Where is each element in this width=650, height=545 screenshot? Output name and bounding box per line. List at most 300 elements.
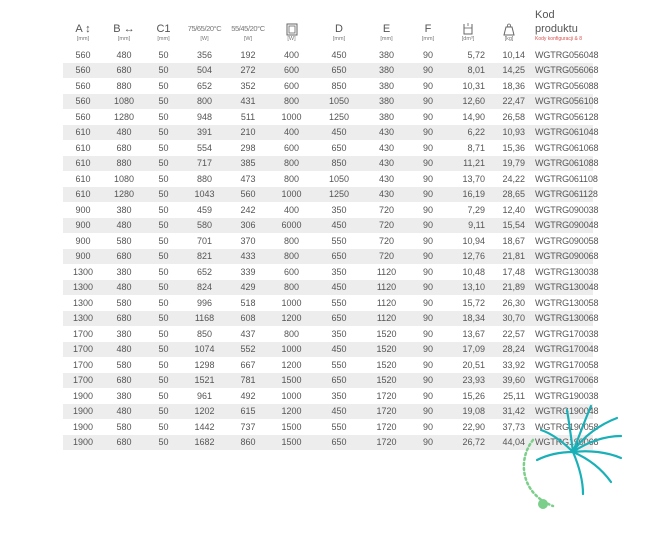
cell-weight-kg: 31,42 bbox=[489, 404, 529, 420]
cell-f-mm: 90 bbox=[422, 173, 433, 184]
cell-product-code: WGTRG130068 bbox=[529, 311, 593, 327]
cell-weight-kg: 30,70 bbox=[489, 311, 529, 327]
cell-a-mm: 610 bbox=[63, 156, 103, 172]
cell-power-75: 821 bbox=[182, 249, 227, 265]
cell-power-75: 948 bbox=[196, 111, 213, 122]
cell-e-mm: 1720 bbox=[364, 435, 409, 451]
cell-volume-dm3: 7,29 bbox=[467, 204, 485, 215]
cell-e-mm: 1520 bbox=[364, 342, 409, 358]
cell-c1-mm: 50 bbox=[158, 142, 169, 153]
cell-weight-kg: 10,93 bbox=[489, 125, 529, 141]
cell-electric-power: 1000 bbox=[269, 342, 314, 358]
cell-power-55: 242 bbox=[240, 204, 256, 215]
cell-d-mm: 650 bbox=[314, 63, 364, 79]
cell-d-mm: 350 bbox=[331, 266, 347, 277]
cell-power-55: 431 bbox=[227, 94, 269, 110]
cell-d-mm: 350 bbox=[331, 328, 347, 339]
col-header-electric: [W] bbox=[269, 8, 314, 47]
cell-electric-power: 400 bbox=[283, 204, 300, 215]
col-header-power-55: 55/45/20°C [W] bbox=[231, 24, 265, 42]
cell-weight-kg: 21,89 bbox=[489, 280, 529, 296]
cell-electric-power: 800 bbox=[283, 235, 300, 246]
cell-e-mm: 1520 bbox=[364, 373, 409, 389]
cell-product-code: WGTRG061128 bbox=[529, 187, 593, 203]
cell-d-mm: 650 bbox=[314, 311, 364, 327]
cell-c1-mm: 50 bbox=[145, 156, 182, 172]
cell-b-mm: 880 bbox=[103, 156, 145, 172]
cell-power-55: 192 bbox=[240, 49, 256, 60]
cell-e-mm: 430 bbox=[364, 156, 409, 172]
cell-product-code: WGTRG090038 bbox=[535, 204, 599, 215]
cell-electric-power: 800 bbox=[269, 156, 314, 172]
cell-volume-dm3: 19,08 bbox=[447, 404, 489, 420]
cell-c1-mm: 50 bbox=[158, 80, 169, 91]
cell-a-mm: 1300 bbox=[63, 280, 103, 296]
cell-e-mm: 1720 bbox=[376, 390, 397, 401]
table-row bbox=[63, 171, 593, 187]
cell-product-code: WGTRG056128 bbox=[535, 111, 599, 122]
cell-e-mm: 720 bbox=[378, 235, 395, 246]
cell-f-mm: 90 bbox=[409, 218, 447, 234]
cell-weight-kg: 10,14 bbox=[502, 49, 525, 60]
col-header-e: E [mm] bbox=[380, 23, 393, 42]
cell-product-code: WGTRG190038 bbox=[535, 390, 599, 401]
cell-f-mm: 90 bbox=[422, 266, 433, 277]
cell-product-code: WGTRG190048 bbox=[529, 404, 593, 420]
cell-c1-mm: 50 bbox=[158, 173, 169, 184]
cell-volume-dm3: 18,34 bbox=[447, 311, 489, 327]
cell-product-code: WGTRG190068 bbox=[529, 435, 593, 451]
cell-volume-dm3: 10,31 bbox=[462, 80, 485, 91]
cell-power-55: 667 bbox=[240, 359, 256, 370]
cell-weight-kg: 17,48 bbox=[502, 266, 525, 277]
cell-power-55: 737 bbox=[240, 421, 256, 432]
cell-electric-power: 800 bbox=[269, 249, 314, 265]
cell-power-55: 560 bbox=[227, 187, 269, 203]
cell-a-mm: 610 bbox=[75, 142, 91, 153]
cell-d-mm: 1050 bbox=[328, 173, 350, 184]
cell-c1-mm: 50 bbox=[158, 390, 169, 401]
cell-electric-power: 1200 bbox=[281, 359, 302, 370]
cell-f-mm: 90 bbox=[409, 63, 447, 79]
cell-d-mm: 850 bbox=[314, 156, 364, 172]
cell-weight-kg: 37,73 bbox=[502, 421, 525, 432]
cell-d-mm: 550 bbox=[331, 421, 347, 432]
cell-d-mm: 550 bbox=[331, 235, 347, 246]
cell-product-code: WGTRG061068 bbox=[535, 142, 599, 153]
cell-f-mm: 90 bbox=[422, 80, 433, 91]
cell-f-mm: 90 bbox=[422, 142, 433, 153]
cell-e-mm: 1120 bbox=[376, 297, 397, 308]
cell-f-mm: 90 bbox=[409, 187, 447, 203]
cell-volume-dm3: 12,60 bbox=[447, 94, 489, 110]
cell-e-mm: 1120 bbox=[364, 280, 409, 296]
cell-e-mm: 1520 bbox=[376, 359, 397, 370]
table-row bbox=[63, 233, 593, 249]
cell-f-mm: 90 bbox=[409, 125, 447, 141]
cell-d-mm: 550 bbox=[331, 359, 347, 370]
cell-e-mm: 430 bbox=[364, 187, 409, 203]
cell-b-mm: 380 bbox=[116, 390, 132, 401]
cell-e-mm: 1120 bbox=[376, 266, 397, 277]
cell-d-mm: 450 bbox=[314, 280, 364, 296]
cell-power-75: 580 bbox=[182, 218, 227, 234]
fan-swirl-logo-icon bbox=[513, 396, 623, 516]
cell-b-mm: 380 bbox=[116, 266, 132, 277]
cell-electric-power: 6000 bbox=[269, 218, 314, 234]
cell-power-55: 473 bbox=[240, 173, 256, 184]
cell-b-mm: 680 bbox=[103, 435, 145, 451]
cell-weight-kg: 44,04 bbox=[489, 435, 529, 451]
cell-b-mm: 680 bbox=[116, 142, 132, 153]
cell-power-55: 860 bbox=[227, 435, 269, 451]
cell-e-mm: 380 bbox=[364, 94, 409, 110]
cell-f-mm: 90 bbox=[409, 404, 447, 420]
cell-volume-dm3: 14,90 bbox=[462, 111, 485, 122]
cell-weight-kg: 28,24 bbox=[489, 342, 529, 358]
cell-power-55: 492 bbox=[240, 390, 256, 401]
cell-e-mm: 720 bbox=[364, 218, 409, 234]
cell-power-75: 459 bbox=[196, 204, 213, 215]
cell-volume-dm3: 13,10 bbox=[447, 280, 489, 296]
cell-a-mm: 1700 bbox=[63, 373, 103, 389]
cell-power-55: 385 bbox=[227, 156, 269, 172]
cell-b-mm: 480 bbox=[103, 280, 145, 296]
cell-product-code: WGTRG090058 bbox=[535, 235, 599, 246]
cell-weight-kg: 14,25 bbox=[489, 63, 529, 79]
cell-electric-power: 600 bbox=[283, 266, 300, 277]
cell-a-mm: 610 bbox=[63, 187, 103, 203]
table-row bbox=[63, 47, 593, 63]
cell-a-mm: 610 bbox=[63, 125, 103, 141]
cell-c1-mm: 50 bbox=[158, 235, 169, 246]
cell-power-75: 1074 bbox=[182, 342, 227, 358]
cell-e-mm: 430 bbox=[364, 125, 409, 141]
cell-volume-dm3: 12,76 bbox=[447, 249, 489, 265]
cell-power-75: 824 bbox=[182, 280, 227, 296]
cell-weight-kg: 21,81 bbox=[489, 249, 529, 265]
cell-e-mm: 1520 bbox=[376, 328, 397, 339]
cell-d-mm: 1250 bbox=[328, 111, 350, 122]
cell-power-55: 272 bbox=[227, 63, 269, 79]
cell-c1-mm: 50 bbox=[145, 404, 182, 420]
table-row bbox=[63, 156, 593, 172]
col-header-d: D [mm] bbox=[332, 23, 346, 42]
cell-power-75: 701 bbox=[196, 235, 213, 246]
cell-d-mm: 1050 bbox=[314, 94, 364, 110]
cell-power-75: 504 bbox=[182, 63, 227, 79]
cell-power-75: 1043 bbox=[182, 187, 227, 203]
table-row bbox=[63, 78, 593, 94]
cell-e-mm: 380 bbox=[378, 111, 395, 122]
col-header-c1: C1 [mm] bbox=[156, 23, 171, 42]
cell-weight-kg: 15,36 bbox=[502, 142, 525, 153]
col-header-a: A ↕ [mm] bbox=[75, 23, 91, 42]
cell-product-code: WGTRG061108 bbox=[535, 173, 598, 184]
cell-electric-power: 1000 bbox=[281, 111, 302, 122]
cell-electric-power: 1000 bbox=[281, 297, 302, 308]
cell-c1-mm: 50 bbox=[158, 204, 169, 215]
cell-power-55: 298 bbox=[240, 142, 256, 153]
table-row bbox=[63, 264, 593, 280]
cell-f-mm: 90 bbox=[409, 311, 447, 327]
table-row bbox=[63, 109, 593, 125]
cell-volume-dm3: 9,11 bbox=[447, 218, 489, 234]
cell-electric-power: 1500 bbox=[269, 373, 314, 389]
cell-c1-mm: 50 bbox=[145, 63, 182, 79]
cell-power-75: 1202 bbox=[182, 404, 227, 420]
table-row bbox=[63, 63, 593, 79]
cell-b-mm: 1280 bbox=[103, 187, 145, 203]
water-volume-icon bbox=[462, 23, 474, 36]
cell-power-55: 306 bbox=[227, 218, 269, 234]
cell-power-55: 781 bbox=[227, 373, 269, 389]
cell-product-code: WGTRG056068 bbox=[529, 63, 593, 79]
cell-power-55: 615 bbox=[227, 404, 269, 420]
cell-b-mm: 380 bbox=[116, 204, 132, 215]
cell-c1-mm: 50 bbox=[158, 49, 169, 60]
cell-a-mm: 900 bbox=[75, 235, 91, 246]
cell-a-mm: 1700 bbox=[63, 342, 103, 358]
cell-f-mm: 90 bbox=[422, 359, 433, 370]
cell-volume-dm3: 17,09 bbox=[447, 342, 489, 358]
cell-b-mm: 480 bbox=[103, 218, 145, 234]
cell-d-mm: 650 bbox=[314, 373, 364, 389]
cell-d-mm: 450 bbox=[314, 404, 364, 420]
cell-volume-dm3: 16,19 bbox=[447, 187, 489, 203]
cell-a-mm: 1900 bbox=[63, 435, 103, 451]
cell-power-55: 210 bbox=[227, 125, 269, 141]
cell-product-code: WGTRG090068 bbox=[529, 249, 593, 265]
cell-power-55: 429 bbox=[227, 280, 269, 296]
col-header-volume: [dm³] bbox=[447, 8, 489, 47]
table-body bbox=[63, 47, 599, 450]
table-row bbox=[63, 202, 593, 218]
cell-c1-mm: 50 bbox=[158, 266, 169, 277]
cell-product-code: WGTRG056108 bbox=[529, 94, 593, 110]
table-row bbox=[63, 140, 593, 156]
cell-f-mm: 90 bbox=[422, 235, 433, 246]
table-row bbox=[63, 311, 593, 327]
cell-weight-kg: 15,54 bbox=[489, 218, 529, 234]
cell-power-75: 880 bbox=[196, 173, 213, 184]
cell-a-mm: 1700 bbox=[72, 328, 94, 339]
cell-a-mm: 1900 bbox=[63, 404, 103, 420]
cell-volume-dm3: 20,51 bbox=[462, 359, 485, 370]
cell-a-mm: 1300 bbox=[63, 311, 103, 327]
cell-b-mm: 580 bbox=[116, 421, 132, 432]
table-row bbox=[63, 249, 593, 265]
col-header-product-code: Kod produktu Kody konfiguracji & 8 bbox=[535, 9, 582, 42]
cell-power-75: 652 bbox=[196, 80, 213, 91]
cell-volume-dm3: 6,22 bbox=[447, 125, 489, 141]
cell-f-mm: 90 bbox=[409, 249, 447, 265]
cell-weight-kg: 28,65 bbox=[489, 187, 529, 203]
cell-f-mm: 90 bbox=[422, 421, 433, 432]
cell-power-75: 717 bbox=[182, 156, 227, 172]
cell-volume-dm3: 10,94 bbox=[462, 235, 485, 246]
cell-a-mm: 900 bbox=[75, 204, 91, 215]
cell-a-mm: 1300 bbox=[72, 297, 94, 308]
cell-product-code: WGTRG170048 bbox=[529, 342, 593, 358]
cell-f-mm: 90 bbox=[422, 297, 433, 308]
cell-electric-power: 600 bbox=[283, 142, 300, 153]
cell-power-75: 391 bbox=[182, 125, 227, 141]
spec-table-container bbox=[63, 8, 599, 450]
cell-c1-mm: 50 bbox=[145, 311, 182, 327]
cell-product-code: WGTRG130058 bbox=[535, 297, 599, 308]
cell-f-mm: 90 bbox=[422, 390, 433, 401]
cell-weight-kg: 25,11 bbox=[503, 390, 525, 401]
col-header-b: B ↔ [mm] bbox=[113, 23, 135, 42]
cell-volume-dm3: 26,72 bbox=[447, 435, 489, 451]
table-row bbox=[63, 187, 593, 203]
cell-c1-mm: 50 bbox=[158, 421, 169, 432]
cell-f-mm: 90 bbox=[409, 373, 447, 389]
cell-volume-dm3: 5,72 bbox=[467, 49, 485, 60]
cell-d-mm: 450 bbox=[314, 125, 364, 141]
cell-product-code: WGTRG090048 bbox=[529, 218, 593, 234]
cell-a-mm: 1300 bbox=[72, 266, 94, 277]
cell-c1-mm: 50 bbox=[145, 280, 182, 296]
cell-product-code: WGTRG170058 bbox=[535, 359, 599, 370]
cell-power-75: 1682 bbox=[182, 435, 227, 451]
cell-a-mm: 900 bbox=[63, 218, 103, 234]
col-header-f: F [mm] bbox=[421, 23, 435, 42]
cell-electric-power: 800 bbox=[269, 94, 314, 110]
cell-a-mm: 1700 bbox=[72, 359, 94, 370]
cell-f-mm: 90 bbox=[409, 94, 447, 110]
cell-f-mm: 90 bbox=[422, 49, 433, 60]
cell-weight-kg: 33,92 bbox=[502, 359, 525, 370]
cell-product-code: WGTRG056088 bbox=[535, 80, 599, 91]
cell-electric-power: 800 bbox=[269, 280, 314, 296]
electric-heater-icon bbox=[286, 23, 298, 36]
cell-electric-power: 1200 bbox=[269, 404, 314, 420]
cell-e-mm: 380 bbox=[378, 49, 395, 60]
cell-b-mm: 680 bbox=[103, 311, 145, 327]
cell-product-code: WGTRG130048 bbox=[529, 280, 593, 296]
cell-e-mm: 720 bbox=[364, 249, 409, 265]
cell-power-55: 608 bbox=[227, 311, 269, 327]
cell-power-55: 518 bbox=[240, 297, 256, 308]
cell-product-code: WGTRG061048 bbox=[529, 125, 593, 141]
cell-power-55: 433 bbox=[227, 249, 269, 265]
cell-power-75: 996 bbox=[196, 297, 213, 308]
cell-power-75: 850 bbox=[196, 328, 213, 339]
table-row bbox=[63, 280, 593, 296]
cell-electric-power: 1500 bbox=[269, 435, 314, 451]
table-row bbox=[63, 295, 593, 311]
cell-product-code: WGTRG130038 bbox=[535, 266, 599, 277]
cell-electric-power: 1500 bbox=[281, 421, 302, 432]
weight-icon bbox=[503, 23, 515, 36]
cell-f-mm: 90 bbox=[409, 280, 447, 296]
cell-c1-mm: 50 bbox=[145, 94, 182, 110]
cell-e-mm: 430 bbox=[378, 142, 395, 153]
cell-c1-mm: 50 bbox=[145, 218, 182, 234]
cell-b-mm: 580 bbox=[116, 297, 132, 308]
cell-b-mm: 480 bbox=[103, 342, 145, 358]
cell-a-mm: 560 bbox=[75, 80, 91, 91]
cell-power-55: 352 bbox=[240, 80, 256, 91]
cell-electric-power: 800 bbox=[283, 173, 300, 184]
cell-volume-dm3: 13,70 bbox=[462, 173, 485, 184]
cell-c1-mm: 50 bbox=[158, 359, 169, 370]
cell-d-mm: 650 bbox=[331, 142, 347, 153]
cell-weight-kg: 24,22 bbox=[502, 173, 525, 184]
cell-electric-power: 800 bbox=[283, 328, 300, 339]
cell-product-code: WGTRG170068 bbox=[529, 373, 593, 389]
cell-c1-mm: 50 bbox=[145, 187, 182, 203]
cell-d-mm: 650 bbox=[314, 249, 364, 265]
cell-d-mm: 350 bbox=[331, 390, 347, 401]
cell-c1-mm: 50 bbox=[145, 249, 182, 265]
cell-c1-mm: 50 bbox=[145, 125, 182, 141]
cell-b-mm: 380 bbox=[116, 328, 132, 339]
cell-f-mm: 90 bbox=[422, 328, 433, 339]
col-header-power-75: 75/65/20°C [W] bbox=[187, 24, 222, 42]
cell-product-code: WGTRG170038 bbox=[535, 328, 599, 339]
cell-b-mm: 480 bbox=[116, 49, 132, 60]
cell-electric-power: 1200 bbox=[269, 311, 314, 327]
cell-b-mm: 680 bbox=[103, 373, 145, 389]
cell-weight-kg: 18,36 bbox=[502, 80, 525, 91]
cell-b-mm: 1080 bbox=[113, 173, 135, 184]
cell-c1-mm: 50 bbox=[158, 328, 169, 339]
cell-volume-dm3: 11,21 bbox=[447, 156, 489, 172]
cell-c1-mm: 50 bbox=[145, 342, 182, 358]
cell-c1-mm: 50 bbox=[158, 111, 169, 122]
cell-e-mm: 430 bbox=[378, 173, 395, 184]
cell-product-code: WGTRG061088 bbox=[529, 156, 593, 172]
cell-f-mm: 90 bbox=[422, 204, 433, 215]
cell-c1-mm: 50 bbox=[145, 373, 182, 389]
cell-volume-dm3: 23,93 bbox=[447, 373, 489, 389]
cell-b-mm: 1080 bbox=[103, 94, 145, 110]
table-row bbox=[63, 326, 593, 342]
cell-weight-kg: 26,30 bbox=[502, 297, 525, 308]
cell-d-mm: 450 bbox=[314, 342, 364, 358]
cell-product-code: WGTRG056048 bbox=[535, 49, 599, 60]
table-row bbox=[63, 94, 593, 110]
cell-weight-kg: 19,79 bbox=[489, 156, 529, 172]
cell-b-mm: 580 bbox=[116, 235, 132, 246]
cell-d-mm: 550 bbox=[331, 297, 347, 308]
cell-weight-kg: 39,60 bbox=[489, 373, 529, 389]
cell-b-mm: 480 bbox=[103, 125, 145, 141]
cell-weight-kg: 26,58 bbox=[502, 111, 525, 122]
table-row bbox=[63, 342, 593, 358]
cell-power-75: 554 bbox=[196, 142, 213, 153]
cell-weight-kg: 12,40 bbox=[502, 204, 525, 215]
cell-power-75: 800 bbox=[182, 94, 227, 110]
header-row bbox=[63, 8, 593, 47]
cell-product-code: WGTRG190058 bbox=[535, 421, 599, 432]
cell-d-mm: 350 bbox=[331, 204, 347, 215]
cell-weight-kg: 22,47 bbox=[489, 94, 529, 110]
cell-volume-dm3: 15,26 bbox=[462, 390, 485, 401]
cell-b-mm: 480 bbox=[103, 404, 145, 420]
cell-b-mm: 580 bbox=[116, 359, 132, 370]
col-header-weight: [kg] bbox=[489, 8, 529, 47]
cell-e-mm: 380 bbox=[378, 80, 395, 91]
cell-power-55: 437 bbox=[240, 328, 256, 339]
cell-volume-dm3: 15,72 bbox=[462, 297, 485, 308]
cell-weight-kg: 22,57 bbox=[502, 328, 525, 339]
cell-power-55: 552 bbox=[227, 342, 269, 358]
cell-d-mm: 650 bbox=[314, 435, 364, 451]
